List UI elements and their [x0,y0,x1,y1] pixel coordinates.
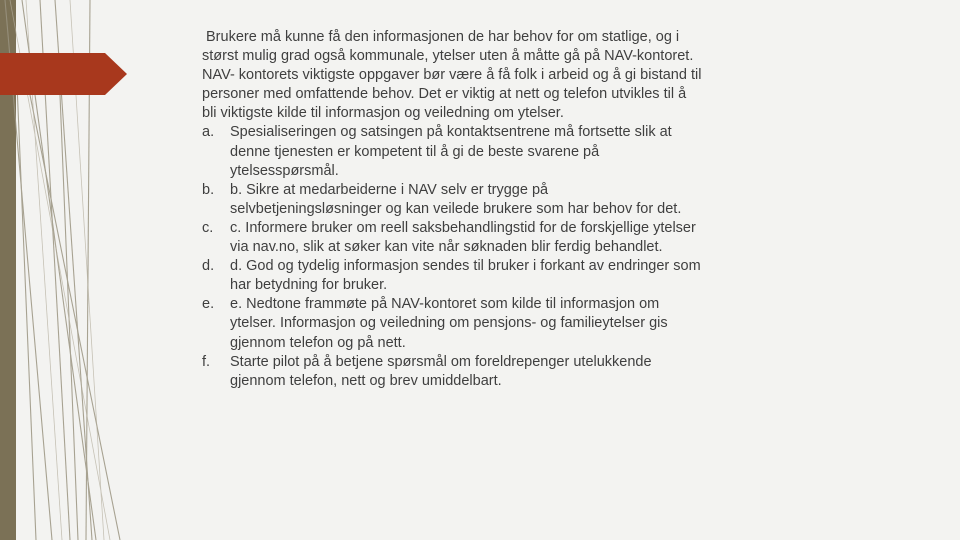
list-item-text: b. Sikre at medarbeiderne i NAV selv er trygge på selvbetjeningsløsninger og kan veilede brukere som har behov for det. [230,181,682,217]
list-item-text: c. Informere bruker om reell saksbehandlingstid for de forskjellige ytelser via nav.no, slik at søker kan vite når søknaden blir ferdig behandlet. [230,219,696,256]
list-item [202,353,702,391]
numbered-list [202,123,702,390]
list-marker: b. [202,181,215,198]
list-item-text: Spesialiseringen og satsingen på kontaktsentrene må fortsette slik at denne tjenesten er kompetent til å gi de beste svarene på ytelsesspørsmål. [230,124,672,179]
list-item [202,295,702,352]
list-marker: e. [202,296,215,313]
list-item-text: Starte pilot på å betjene spørsmål om foreldrepenger utelukkende gjennom telefon, nett og brev umiddelbart. [230,353,652,389]
list-item [202,181,702,219]
intro-paragraph: Brukere må kunne få den informasjonen de har behov for om statlige, og i størst mulig grad også kommunale, ytelser uten å måtte gå på NAV-kontoret. NAV- kontorets viktigste oppgaver bør være å få folk i arbeid og å gi bistand til personer med omfattende behov. Det er viktig at nett og telefon utvikles til å bli viktigste kilde til informasjon og veiledning om ytelser. [202,29,702,122]
list-marker: d. [202,258,215,275]
list-item-text: d. God og tydelig informasjon sendes til bruker i forkant av endringer som har betydning for bruker. [230,258,701,294]
text-body [202,28,702,391]
list-marker: f. [202,353,211,370]
list-item-text: e. Nedtone frammøte på NAV-kontoret som kilde til informasjon om ytelser. Informasjon og veiledning om pensjons- og familieytelser gis gjennom telefon og på nett. [230,296,668,351]
list-marker: a. [202,124,215,141]
list-item [202,257,702,295]
list-item [202,219,702,257]
list-item [202,123,702,180]
list-marker: c. [202,219,214,236]
